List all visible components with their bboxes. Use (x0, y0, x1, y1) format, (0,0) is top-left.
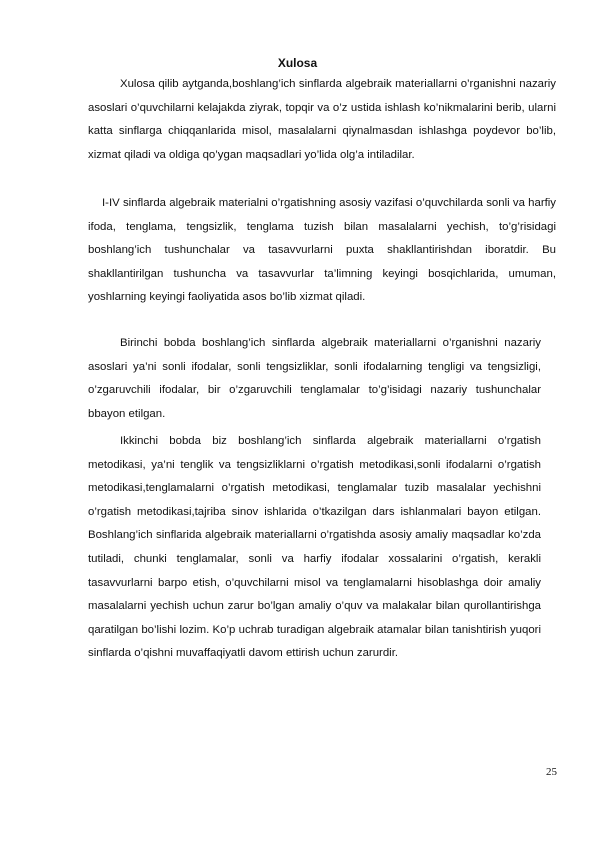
page-number: 25 (546, 766, 557, 778)
paragraph-conclusion-intro: Xulosa qilib aytganda,boshlang’ich sinflarda algebraik materiallarni o’rganishni nazariy asoslari o’quvchilarni kelajakda ziyrak, topqir va o’z ustida ishlash ko’nikmalarini berib, ularni katta sinflarga chiqqanlarida misol, masalalarni qiynalmasdan ishlashga poydevor bo’lib, xizmat qiladi va oldiga qo’ygan maqsadlari yo’lida olg’a intiladilar. (88, 78, 556, 161)
paragraph-grades-task: I-IV sinflarda algebraik materialni o’rgatishning asosiy vazifasi o’quvchilarda sonli va harfiy ifoda, tenglama, tengsizlik, tenglama tuzish bilan masalalarni yechish, to’g’risidagi boshlang’ich tushunchalar va tasavvurlarni puxta shakllantirishdan iboratdir. Bu shakllantirilgan tushuncha va tasavvurlar ta’limning keyingi bosqichlarida, umuman, yoshlarning keyingi faoliyatida asos bo’lib xizmat qiladi. (88, 197, 556, 304)
paragraph-second-chapter: Ikkinchi bobda biz boshlang’ich sinflarda algebraik materiallarni o’rgatish metodikasi, ya’ni tenglik va tengsizliklarni o’rgatish metodikasi,sonli ifodalarni o’rgatish metodikasi,tenglamalarni o’rgatish metodikasi, tenglamalar tuzib masalalar yechishni o’rgatish metodikasi,tajriba sinov ishlarida o’tkazilgan dars ishlanmalari bayon etilgan. Boshlang’ich sinflarida algebraik materiallarni o’rgatishda asosiy amaliy maqsadlar ko’zda tutiladi, chunki tenglamalar, sonli va harfiy ifodalar xossalarini o’rgatish, kerakli tasavvurlarni barpo etish, o’quvchilarni misol va tenglamalarni hisoblashga doir amaliy masalalarni yechish uchun zarur bo’lgan amaliy o’quv va malakalar bilan qurollantirishga qaratilgan bo’lishi lozim. Ko’p uchrab turadigan algebraik atamalar bilan tanishtirish yuqori sinflarda o’qishni muvaffaqiyatli davom ettirish uchun zarurdir. (88, 435, 541, 660)
paragraph-first-chapter: Birinchi bobda boshlang’ich sinflarda algebraik materiallarni o’rganishni nazariy asoslari ya’ni sonli ifodalar, sonli tengsizliklar, sonli ifodalarning tengligi va tengsizligi, o’zgaruvchili ifodalar, bir o’zgaruvchili tenglamalar to’g’isidagi nazariy tushunchalar bbayon etilgan. (88, 337, 541, 420)
page-title: Xulosa (277, 56, 318, 70)
